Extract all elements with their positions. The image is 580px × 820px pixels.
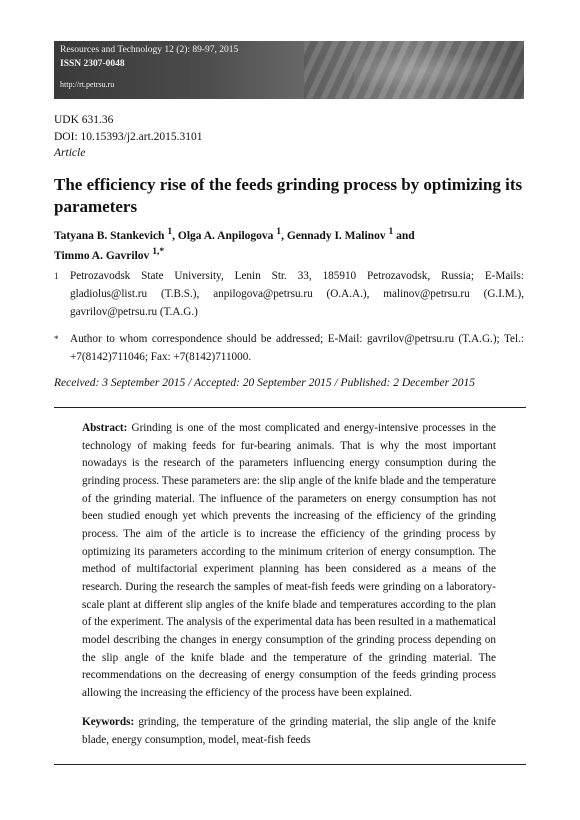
article-type: Article [54,147,86,159]
top-divider [54,407,526,408]
bottom-divider [54,764,526,765]
author-name: , Olga A. Anpilogova [172,229,277,242]
affiliation-mark: 1 [54,271,59,281]
abstract [82,420,496,703]
keywords-text: grinding, the temperature of the grinding material, the slip angle of the knife blade, energy consumption, model, meat-fish feeds [82,716,496,746]
author-list [54,224,524,265]
article-title: The efficiency rise of the feeds grinding process by optimizing its parameters [54,175,523,216]
correspondence [54,330,524,366]
affiliation-text: Petrozavodsk State University, Lenin Str. 33, 185910 Petrozavodsk, Russia; E-Mails: gladiolus@list.ru (T.B.S.), anpilogova@petrsu.ru (O.A.A.), malinov@petrsu.ru (G.I.M.), gavrilov@petrsu.ru (T.A.G.) [70,270,524,318]
journal-banner [54,41,524,99]
journal-url[interactable]: http://rt.petrsu.ru [60,80,115,89]
udk-code: UDK 631.36 [54,114,114,126]
author-name: , Gennady I. Malinov [281,229,389,242]
correspondence-text: Author to whom correspondence should be addressed; E-Mail: gavrilov@petrsu.ru (T.A.G.); Tel.: +7(8142)711046; Fax: +7(8142)711000. [70,333,524,363]
author-affiliation-mark: 1 [167,226,173,237]
author-affiliation-mark: 1,* [152,246,165,258]
author-name: Timmo A. Gavrilov [54,250,153,263]
author-separator: and [393,229,415,242]
doi[interactable]: DOI: 10.15393/j2.art.2015.3101 [54,131,203,143]
abstract-label: Abstract: [82,422,128,434]
author-affiliation-mark: 1 [388,226,394,237]
journal-citation: Resources and Technology 12 (2): 89-97, 2015 [60,45,239,55]
publication-dates: Received: 3 September 2015 / Accepted: 20 September 2015 / Published: 2 December 2015 [54,377,475,389]
affiliation [54,267,524,321]
banner-rock-highlight [354,51,514,91]
abstract-text: Grinding is one of the most complicated and energy-intensive processes in the technology of making feeds for fur-bearing animals. That is why the most important nowadays is the research of the parameters influencing energy consumption during the grinding process. These parameters are: the slip angle of the knife blade and the temperature of the grinding material. The influence of the parameters on energy consumption has not been studied enough yet which prevents the increasing of the efficiency of the grinding process. The aim of the article is to increase the efficiency of the grinding process by optimizing its parameters according to the minimum criterion of energy consumption. The method of multifactorial experiment planning has been considered as a means of the research. During the research the samples of meat-fish feeds were grinding on a laboratory-scale plant at different slip angles of the knife blade and temperatures according to the plan of the experiment. The analysis of the experimental data has been resulted in a mathematical model describing the changes in energy consumption of the grinding process depending on the slip angle of the knife blade and the temperature of the grinding material. The recommendations on the decreasing of energy consumption of the feeds grinding process allowing the increasing the efficiency of the process have been explained. [82,422,497,699]
keywords [82,713,496,749]
author-name: Tatyana B. Stankevich [54,229,168,242]
keywords-label: Keywords: [82,716,135,728]
correspondence-mark: * [54,334,59,344]
author-affiliation-mark: 1 [276,226,282,237]
journal-issn: ISSN 2307-0048 [60,59,125,69]
